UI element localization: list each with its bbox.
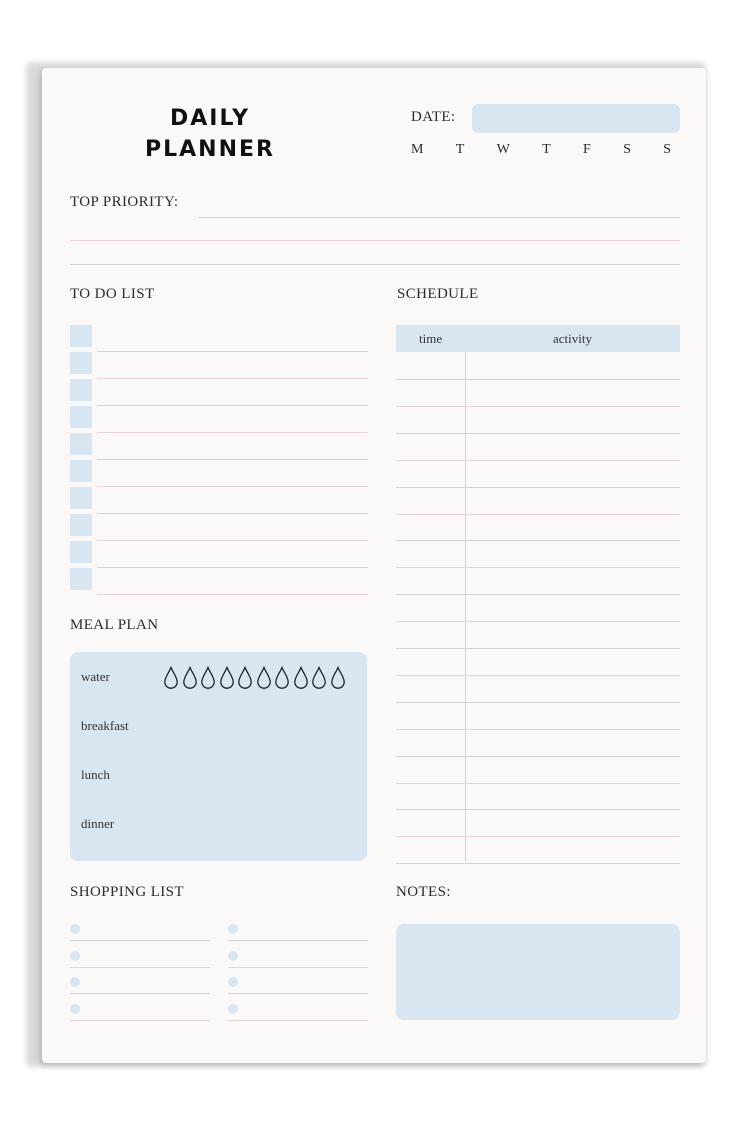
water-drop-icon[interactable] — [274, 666, 290, 690]
todo-checkbox[interactable] — [70, 514, 92, 536]
shopping-bullet-icon — [228, 951, 238, 961]
weekday-sunday[interactable]: S — [663, 142, 671, 157]
todo-checkbox[interactable] — [70, 352, 92, 374]
todo-line[interactable] — [97, 594, 368, 595]
schedule-row-line[interactable] — [396, 514, 680, 515]
top-priority-line-1[interactable] — [199, 217, 680, 218]
todo-title: TO DO LIST — [70, 286, 155, 302]
shopping-line[interactable] — [70, 993, 210, 994]
water-drop-icon[interactable] — [200, 666, 216, 690]
water-drop-icon[interactable] — [237, 666, 253, 690]
todo-line[interactable] — [97, 513, 368, 514]
todo-line[interactable] — [97, 567, 368, 568]
weekday-saturday[interactable]: S — [623, 142, 631, 157]
shopping-line[interactable] — [70, 1020, 210, 1021]
water-drop-icon[interactable] — [311, 666, 327, 690]
title-line-1: DAILY — [170, 106, 250, 131]
schedule-time-header: time — [419, 331, 443, 346]
breakfast-label: breakfast — [81, 718, 129, 733]
todo-checkbox[interactable] — [70, 406, 92, 428]
dinner-label: dinner — [81, 816, 115, 831]
schedule-row-line[interactable] — [396, 836, 680, 837]
todo-checkbox[interactable] — [70, 325, 92, 347]
shopping-bullet-icon — [70, 951, 80, 961]
weekday-wednesday[interactable]: W — [496, 142, 510, 157]
weekday-monday[interactable]: M — [411, 142, 424, 157]
todo-line[interactable] — [97, 351, 368, 352]
water-tracker — [163, 666, 346, 690]
todo-line[interactable] — [97, 540, 368, 541]
schedule-row-line[interactable] — [396, 863, 680, 864]
shopping-line[interactable] — [228, 967, 368, 968]
shopping-line[interactable] — [228, 1020, 368, 1021]
todo-checkbox[interactable] — [70, 487, 92, 509]
todo-checkbox[interactable] — [70, 541, 92, 563]
schedule-row-line[interactable] — [396, 406, 680, 407]
schedule-activity-header: activity — [553, 331, 592, 346]
meal-plan-title: MEAL PLAN — [70, 617, 159, 633]
schedule-row-line[interactable] — [396, 675, 680, 676]
schedule-row-line[interactable] — [396, 756, 680, 757]
water-drop-icon[interactable] — [163, 666, 179, 690]
todo-checkbox[interactable] — [70, 433, 92, 455]
weekday-tuesday[interactable]: T — [455, 142, 465, 157]
todo-checkbox[interactable] — [70, 460, 92, 482]
water-drop-icon[interactable] — [256, 666, 272, 690]
title-line-2: PLANNER — [145, 137, 275, 162]
schedule-row-line[interactable] — [396, 809, 680, 810]
schedule-title: SCHEDULE — [397, 286, 479, 302]
schedule-row-line[interactable] — [396, 783, 680, 784]
water-label: water — [81, 669, 110, 684]
shopping-line[interactable] — [228, 993, 368, 994]
meal-plan-box — [70, 652, 367, 861]
water-drop-icon[interactable] — [293, 666, 309, 690]
schedule-row-line[interactable] — [396, 648, 680, 649]
schedule-row-line[interactable] — [396, 433, 680, 434]
water-drop-icon[interactable] — [330, 666, 346, 690]
lunch-label: lunch — [81, 767, 110, 782]
top-priority-label: TOP PRIORITY: — [70, 194, 179, 210]
water-drop-icon[interactable] — [219, 666, 235, 690]
notes-field[interactable] — [396, 924, 680, 1020]
schedule-row-line[interactable] — [396, 621, 680, 622]
weekday-row — [411, 142, 671, 158]
shopping-line[interactable] — [70, 967, 210, 968]
schedule-header — [396, 325, 680, 352]
shopping-line[interactable] — [228, 940, 368, 941]
weekday-friday[interactable]: F — [582, 142, 591, 157]
schedule-row-line[interactable] — [396, 460, 680, 461]
schedule-row-line[interactable] — [396, 702, 680, 703]
todo-line[interactable] — [97, 405, 368, 406]
water-drop-icon[interactable] — [182, 666, 198, 690]
todo-line[interactable] — [97, 432, 368, 433]
top-priority-line-3[interactable] — [70, 264, 680, 265]
todo-line[interactable] — [97, 459, 368, 460]
schedule-row-line[interactable] — [396, 594, 680, 595]
notes-title: NOTES: — [396, 884, 451, 900]
todo-line[interactable] — [97, 378, 368, 379]
todo-checkbox[interactable] — [70, 379, 92, 401]
schedule-row-line[interactable] — [396, 540, 680, 541]
schedule-column-divider — [465, 352, 466, 861]
schedule-row-line[interactable] — [396, 379, 680, 380]
top-priority-line-2[interactable] — [70, 240, 680, 241]
date-label: DATE: — [411, 109, 456, 125]
date-field[interactable] — [472, 104, 680, 133]
shopping-bullet-icon — [228, 924, 238, 934]
schedule-row-line[interactable] — [396, 729, 680, 730]
todo-checkbox[interactable] — [70, 568, 92, 590]
weekday-thursday[interactable]: T — [542, 142, 551, 157]
schedule-row-line[interactable] — [396, 487, 680, 488]
shopping-line[interactable] — [70, 940, 210, 941]
schedule-row-line[interactable] — [396, 567, 680, 568]
shopping-bullet-icon — [70, 924, 80, 934]
todo-line[interactable] — [97, 486, 368, 487]
shopping-title: SHOPPING LIST — [70, 884, 184, 900]
